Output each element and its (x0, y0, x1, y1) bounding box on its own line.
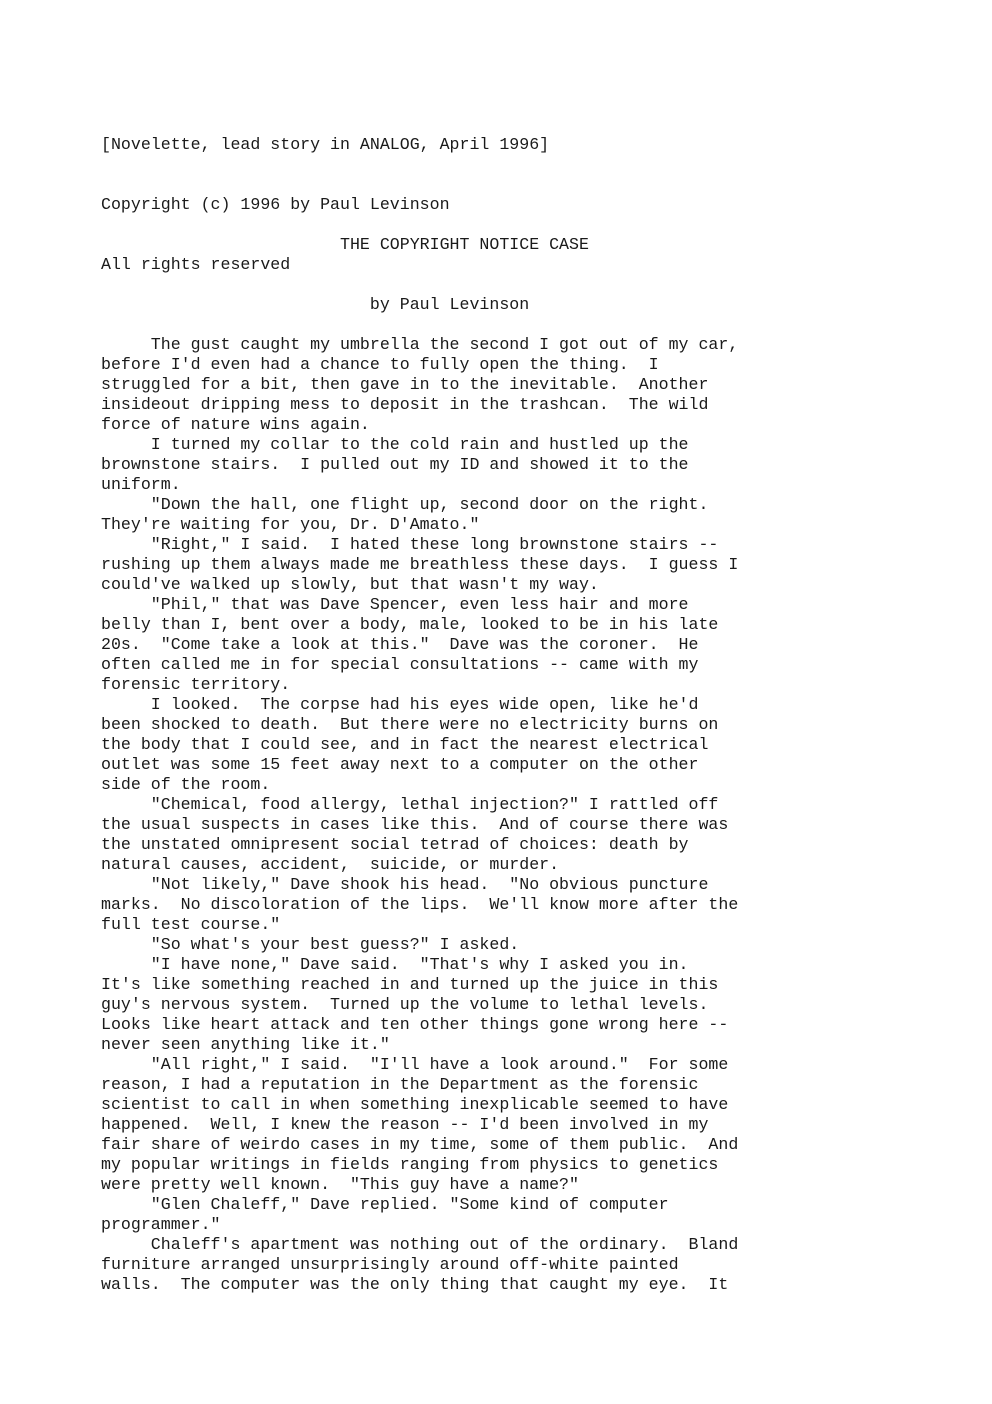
body-text-line: brownstone stairs. I pulled out my ID and showed it to the (101, 455, 689, 474)
body-text-line: "Down the hall, one flight up, second door on the right. (101, 495, 709, 514)
body-text-line: "I have none," Dave said. "That's why I asked you in. (101, 955, 689, 974)
body-text-line: happened. Well, I knew the reason -- I'd been involved in my (101, 1115, 709, 1134)
body-text-line: It's like something reached in and turned up the juice in this (101, 975, 719, 994)
body-text-line: rushing up them always made me breathless these days. I guess I (101, 555, 739, 574)
body-text-line: programmer." (101, 1215, 221, 1234)
story-body (101, 335, 738, 1295)
body-text-line: walls. The computer was the only thing that caught my eye. It (101, 1275, 729, 1294)
body-text-line: force of nature wins again. (101, 415, 370, 434)
body-text-line: before I'd even had a chance to fully open the thing. I (101, 355, 659, 374)
body-text-line: reason, I had a reputation in the Department as the forensic (101, 1075, 699, 1094)
body-text-line: insideout dripping mess to deposit in the trashcan. The wild (101, 395, 709, 414)
body-text-line: side of the room. (101, 775, 271, 794)
body-text-line: "Chemical, food allergy, lethal injection?" I rattled off (101, 795, 719, 814)
body-text-line: my popular writings in fields ranging from physics to genetics (101, 1155, 719, 1174)
body-text-line: 20s. "Come take a look at this." Dave was the coroner. He (101, 635, 699, 654)
body-text-line: uniform. (101, 475, 181, 494)
body-text-line: natural causes, accident, suicide, or murder. (101, 855, 560, 874)
body-text-line: "All right," I said. "I'll have a look around." For some (101, 1055, 729, 1074)
body-text-line: full test course." (101, 915, 281, 934)
body-text-line: Chaleff's apartment was nothing out of the ordinary. Bland (101, 1235, 739, 1254)
body-text-line: guy's nervous system. Turned up the volume to lethal levels. (101, 995, 709, 1014)
body-text-line: been shocked to death. But there were no electricity burns on (101, 715, 719, 734)
body-text-line: the usual suspects in cases like this. And of course there was (101, 815, 729, 834)
header-line-copyright: Copyright (c) 1996 by Paul Levinson (101, 195, 450, 214)
body-text-line: Looks like heart attack and ten other things gone wrong here -- (101, 1015, 729, 1034)
body-text-line: "So what's your best guess?" I asked. (101, 935, 520, 954)
body-text-line: never seen anything like it." (101, 1035, 390, 1054)
body-text-line: the unstated omnipresent social tetrad of choices: death by (101, 835, 689, 854)
body-text-line: the body that I could see, and in fact the nearest electrical (101, 735, 709, 754)
story-title: THE COPYRIGHT NOTICE CASE (101, 235, 589, 254)
header-line-rights: All rights reserved (101, 255, 291, 274)
story-byline: by Paul Levinson (101, 295, 530, 314)
body-text-line: The gust caught my umbrella the second I got out of my car, (101, 335, 739, 354)
body-text-line: scientist to call in when something inexplicable seemed to have (101, 1095, 729, 1114)
body-text-line: could've walked up slowly, but that wasn't my way. (101, 575, 599, 594)
body-text-line: forensic territory. (101, 675, 291, 694)
header-line-publication: [Novelette, lead story in ANALOG, April 1996] (101, 135, 550, 154)
body-text-line: I looked. The corpse had his eyes wide open, like he'd (101, 695, 699, 714)
body-text-line: fair share of weirdo cases in my time, some of them public. And (101, 1135, 739, 1154)
body-text-line: struggled for a bit, then gave in to the inevitable. Another (101, 375, 709, 394)
body-text-line: often called me in for special consultations -- came with my (101, 655, 699, 674)
body-text-line: "Not likely," Dave shook his head. "No obvious puncture (101, 875, 709, 894)
publication-header (101, 95, 549, 315)
body-text-line: belly than I, bent over a body, male, looked to be in his late (101, 615, 719, 634)
body-text-line: "Phil," that was Dave Spencer, even less hair and more (101, 595, 689, 614)
body-text-line: outlet was some 15 feet away next to a computer on the other (101, 755, 699, 774)
body-text-line: "Glen Chaleff," Dave replied. "Some kind of computer (101, 1195, 669, 1214)
body-text-line: "Right," I said. I hated these long brownstone stairs -- (101, 535, 719, 554)
body-text-line: I turned my collar to the cold rain and hustled up the (101, 435, 689, 454)
body-text-line: marks. No discoloration of the lips. We'll know more after the (101, 895, 739, 914)
body-text-line: were pretty well known. "This guy have a name?" (101, 1175, 579, 1194)
body-text-line: furniture arranged unsurprisingly around off-white painted (101, 1255, 679, 1274)
body-text-line: They're waiting for you, Dr. D'Amato." (101, 515, 480, 534)
